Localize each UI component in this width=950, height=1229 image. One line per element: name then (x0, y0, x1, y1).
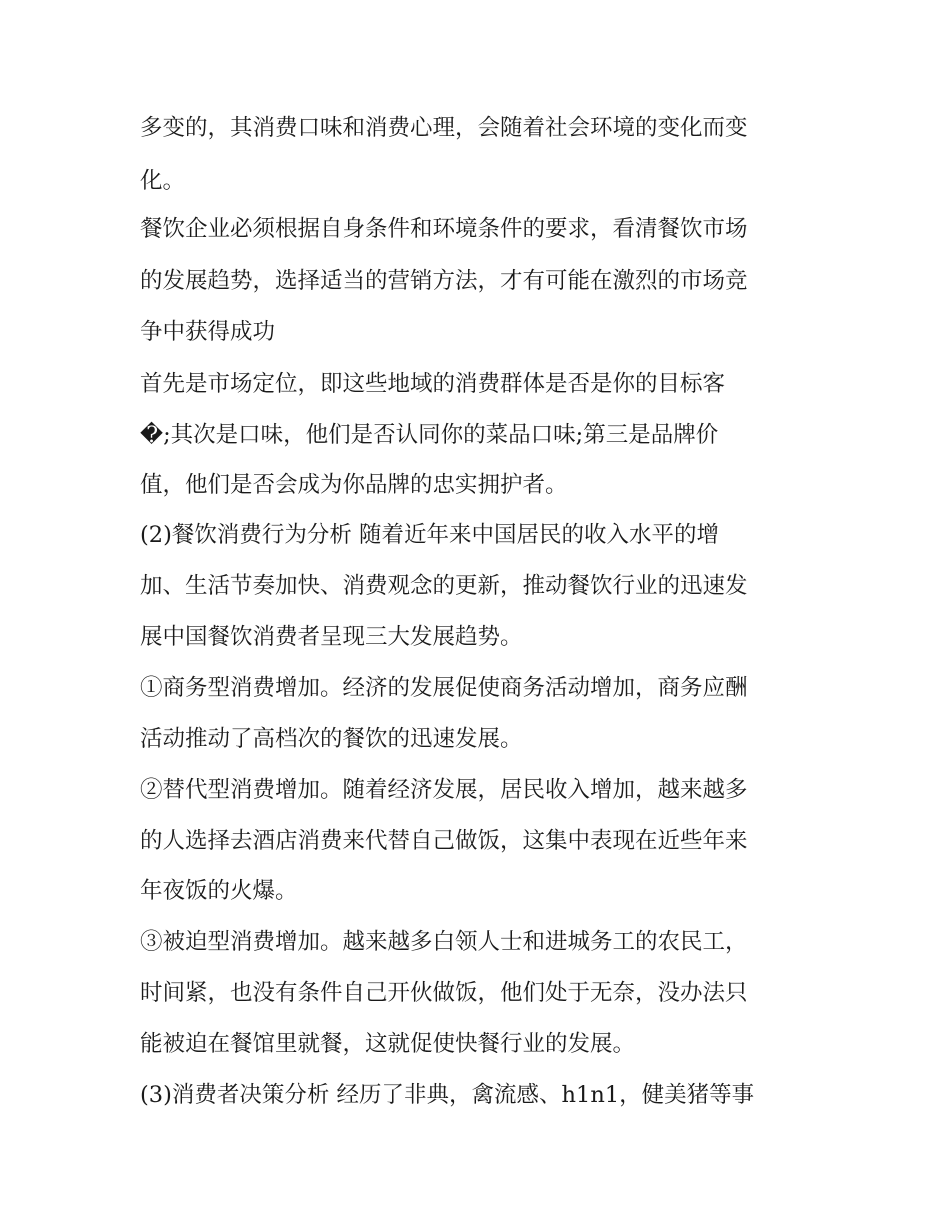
text-line: 的发展趋势，选择适当的营销方法，才有可能在激烈的市场竞 (140, 268, 748, 294)
text-line: 活动推动了高档次的餐饮的迅速发展。 (140, 726, 523, 752)
text-line: ②替代型消费增加。随着经济发展，居民收入增加，越来越多 (140, 777, 748, 803)
text-line: 的人选择去酒店消费来代替自己做饭，这集中表现在近些年来 (140, 828, 748, 854)
text-line: �;其次是口味，他们是否认同你的菜品口味;第三是品牌价 (140, 422, 719, 448)
text-line: 化。 (140, 168, 186, 194)
text-line: (3)消费者决策分析 经历了非典，禽流感、h1n1，健美猪等事 (140, 1082, 755, 1108)
text-line: 首先是市场定位，即这些地域的消费群体是否是你的目标客 (140, 371, 726, 397)
text-line: ①商务型消费增加。经济的发展促使商务活动增加，商务应酬 (140, 675, 748, 701)
text-line: (2)餐饮消费行为分析 随着近年来中国居民的收入水平的增 (140, 522, 720, 548)
text-line: 值，他们是否会成为你品牌的忠实拥护者。 (140, 472, 568, 498)
text-line: 加、生活节奏加快、消费观念的更新，推动餐饮行业的迅速发 (140, 573, 748, 599)
text-line: 餐饮企业必须根据自身条件和环境条件的要求，看清餐饮市场 (140, 216, 748, 242)
text-line: 展中国餐饮消费者呈现三大发展趋势。 (140, 624, 523, 650)
text-line: 多变的，其消费口味和消费心理，会随着社会环境的变化而变 (140, 115, 748, 141)
text-line: 时间紧，也没有条件自己开伙做饭，他们处于无奈，没办法只 (140, 980, 748, 1006)
text-line: 争中获得成功 (140, 319, 276, 345)
text-line: 年夜饭的火爆。 (140, 878, 298, 904)
text-line: 能被迫在餐馆里就餐，这就促使快餐行业的发展。 (140, 1031, 636, 1057)
text-line: ③被迫型消费增加。越来越多白领人士和进城务工的农民工， (140, 929, 748, 955)
